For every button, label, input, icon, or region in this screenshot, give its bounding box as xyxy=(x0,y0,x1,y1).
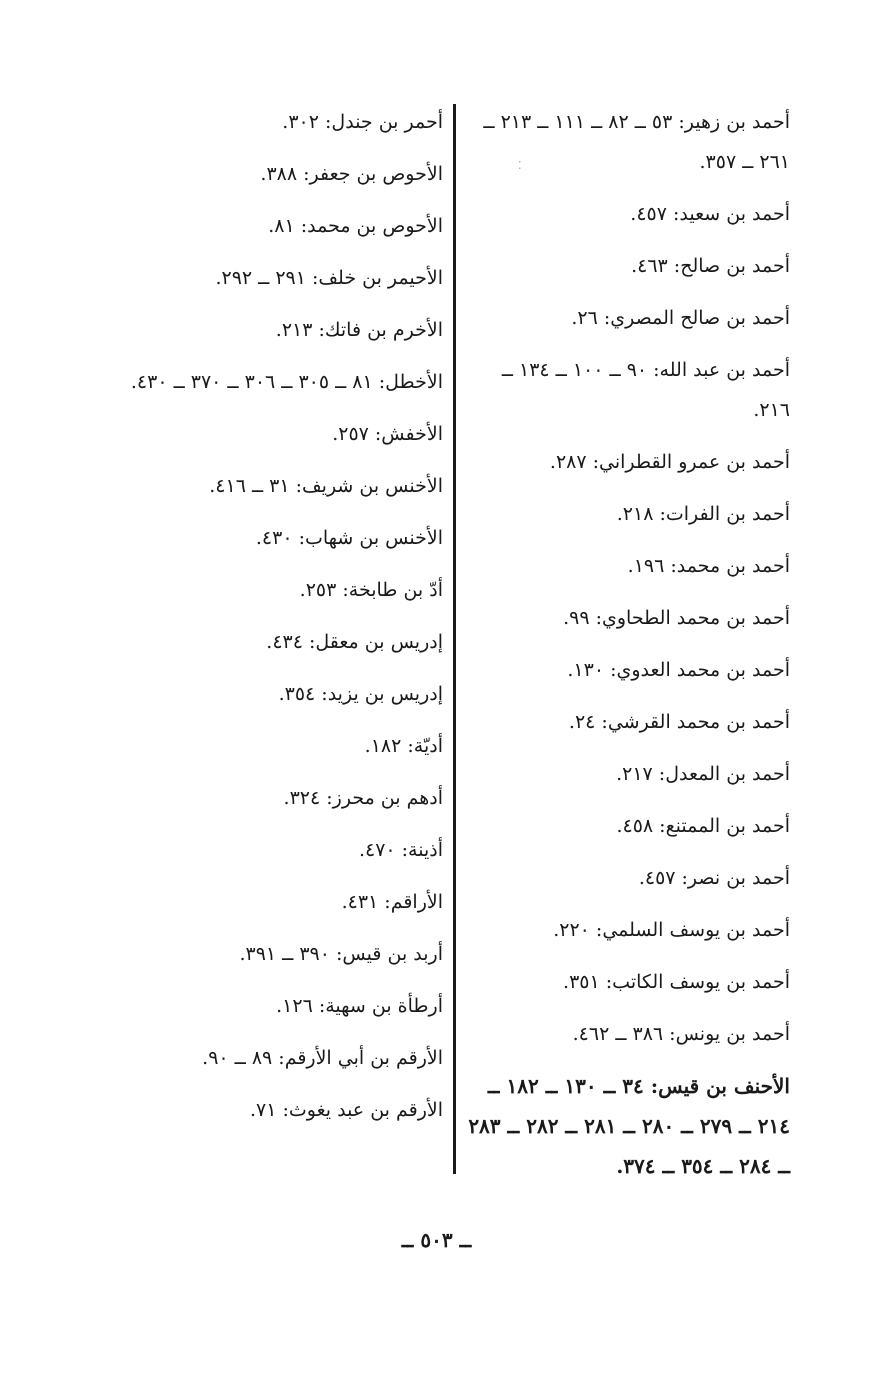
column-divider xyxy=(453,104,456,1174)
index-entry: أديّة: ١٨٢. xyxy=(364,735,443,757)
index-entry: الأرقم بن عبد يغوث: ٧١. xyxy=(250,1099,443,1121)
scan-speck: ⁚ xyxy=(518,159,522,172)
index-entry: أرطأة بن سهية: ١٢٦. xyxy=(276,995,443,1017)
index-entry: الأحوص بن محمد: ٨١. xyxy=(268,215,443,237)
index-entry: أحمد بن المعدل: ٢١٧. xyxy=(616,763,790,785)
index-entry: الأخنس بن شهاب: ٤٣٠. xyxy=(255,527,443,549)
index-entry: أحمد بن صالح المصري: ٢٦. xyxy=(571,307,790,329)
index-entry: الأخفش: ٢٥٧. xyxy=(332,423,443,445)
index-entry: الأخرم بن فاتك: ٢١٣. xyxy=(275,319,443,341)
index-entry: أحمد بن عبد الله: ٩٠ ــ ١٠٠ ــ ١٣٤ ــ ٢١٦. xyxy=(501,359,790,421)
index-entry: أدهم بن محرز: ٣٢٤. xyxy=(283,787,443,809)
index-entry: الأخطل: ٨١ ــ ٣٠٥ ــ ٣٠٦ ــ ٣٧٠ ــ ٤٣٠. xyxy=(130,371,443,393)
index-entry: الأخنس بن شريف: ٣١ ــ ٤١٦. xyxy=(209,475,443,497)
index-entry-bold: الأحنف بن قيس: ٣٤ ــ ١٣٠ ــ ١٨٢ ــ ٢١٤ ــ ٢٧٩ ــ ٢٨٠ ــ ٢٨١ ــ ٢٨٢ ــ ٢٨٣ ــ ٢٨٤ ــ ٣٥٤ ــ ٣٧٤. xyxy=(468,1074,790,1178)
page-number: ــ ٥٠٣ ــ xyxy=(401,1228,472,1252)
index-entry: أحمد بن محمد: ١٩٦. xyxy=(627,555,790,577)
index-entry: أحمد بن عمرو القطراني: ٢٨٧. xyxy=(549,451,790,473)
index-entry: أحمد بن محمد القرشي: ٢٤. xyxy=(568,711,790,733)
index-entry: أحمد بن محمد العدوي: ١٣٠. xyxy=(567,659,790,681)
index-entry: أحمر بن جندل: ٣٠٢. xyxy=(282,111,443,133)
index-entry: الأحيمر بن خلف: ٢٩١ ــ ٢٩٢. xyxy=(215,267,443,289)
index-column-left xyxy=(120,102,443,1142)
index-entry: أحمد بن يوسف السلمي: ٢٢٠. xyxy=(553,919,790,941)
index-entry: إدريس بن يزيد: ٣٥٤. xyxy=(278,683,443,705)
index-column-right xyxy=(465,102,790,1198)
index-entry: أحمد بن يونس: ٣٨٦ ــ ٤٦٢. xyxy=(572,1023,790,1045)
index-entry: الأراقم: ٤٣١. xyxy=(341,891,443,913)
index-entry: أحمد بن نصر: ٤٥٧. xyxy=(638,867,790,889)
index-entry: أحمد بن صالح: ٤٦٣. xyxy=(631,255,790,277)
index-entry: أحمد بن محمد الطحاوي: ٩٩. xyxy=(563,607,790,629)
index-entry: أربد بن قيس: ٣٩٠ ــ ٣٩١. xyxy=(239,943,443,965)
index-entry: أحمد بن الفرات: ٢١٨. xyxy=(616,503,790,525)
index-entry: أحمد بن الممتنع: ٤٥٨. xyxy=(616,815,790,837)
index-entry: إدريس بن معقل: ٤٣٤. xyxy=(266,631,443,653)
index-entry: أحمد بن سعيد: ٤٥٧. xyxy=(630,203,790,225)
index-entry: أذينة: ٤٧٠. xyxy=(358,839,443,861)
index-entry: الأرقم بن أبي الأرقم: ٨٩ ــ ٩٠. xyxy=(202,1047,443,1069)
index-entry: أحمد بن يوسف الكاتب: ٣٥١. xyxy=(563,971,790,993)
index-entry: أدّ بن طابخة: ٢٥٣. xyxy=(299,579,443,601)
index-entry: الأحوص بن جعفر: ٣٨٨. xyxy=(260,163,443,185)
index-entry: أحمد بن زهير: ٥٣ ــ ٨٢ ــ ١١١ ــ ٢١٣ ــ ٢٦١ ــ ٣٥٧. xyxy=(483,111,790,173)
